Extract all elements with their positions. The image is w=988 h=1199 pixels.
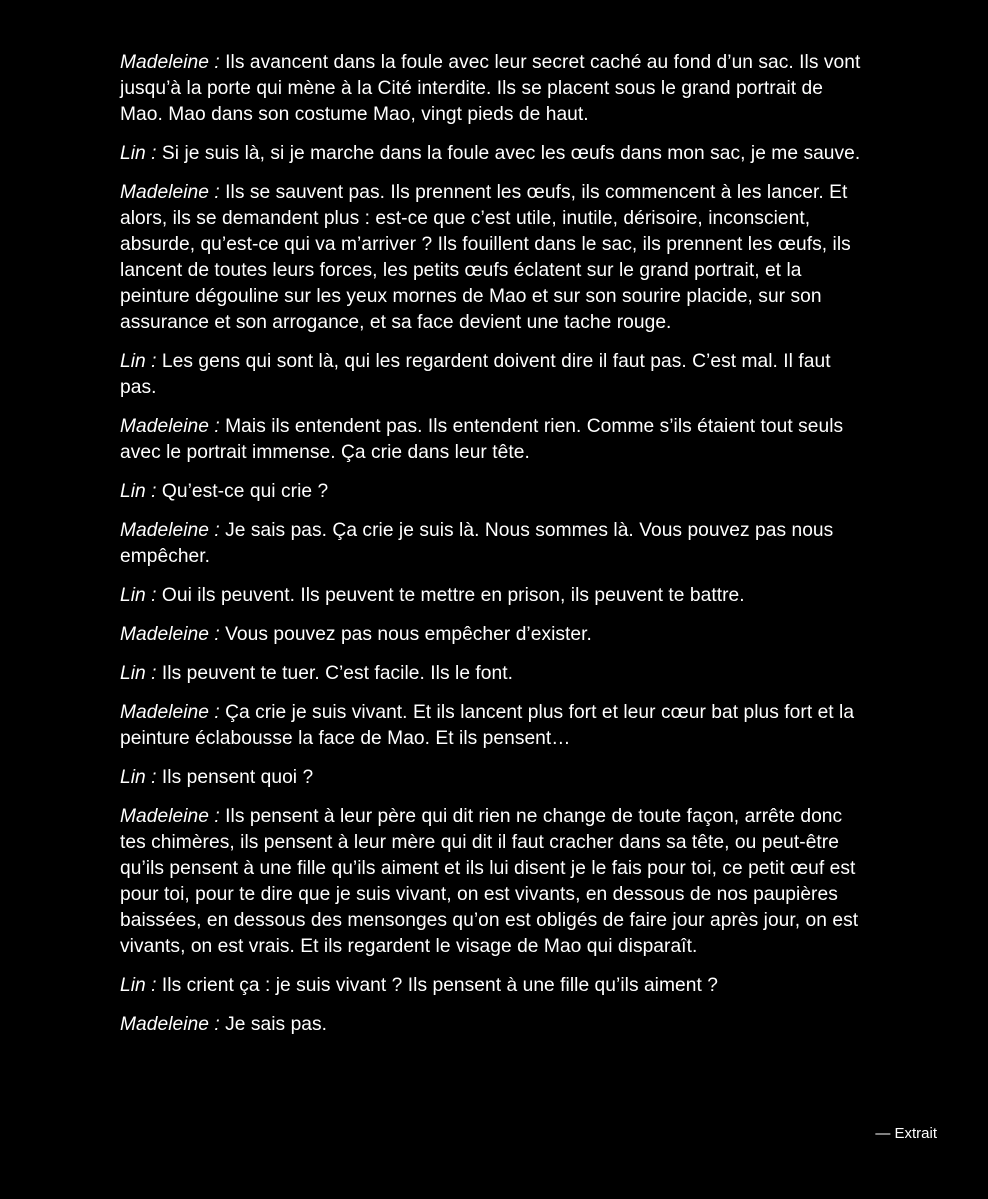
line-text: Ils pensent à leur père qui dit rien ne change de toute façon, arrête donc tes chimères, ils pensent à leur mère qui dit il faut cracher dans sa tête, ou peut-être qu’ils pensent à une fille qu’ils aiment et ils lui disent je le fais pour toi, ce petit œuf est pour toi, pour te dire que je suis vivant, on est vivants, en dessous de nos paupières baissées, en dessous des mensonges qu’on est obligés de faire jour après jour, on est vivants, on est vrais. Et ils regardent le visage de Mao qui disparaît. [120,806,859,957]
line-text: Oui ils peuvent. Ils peuvent te mettre en prison, ils peuvent te battre. [156,585,745,606]
excerpt-label: — Extrait [875,1125,937,1142]
dialogue-line [120,700,865,752]
speaker-name: Lin : [120,351,157,372]
line-text: Si je suis là, si je marche dans la foule avec les œufs dans mon sac, je me sauve. [156,143,861,164]
line-text: Je sais pas. [219,1014,328,1035]
line-text: Ça crie je suis vivant. Et ils lancent plus fort et leur cœur bat plus fort et la peinture éclabousse la face de Mao. Et ils pensent… [120,702,855,749]
line-text: Les gens qui sont là, qui les regardent doivent dire il faut pas. C’est mal. Il faut pas. [120,351,831,398]
speaker-name: Madeleine : [120,624,220,645]
line-text: Qu’est-ce qui crie ? [156,481,329,502]
speaker-name: Madeleine : [120,1014,220,1035]
line-text: Mais ils entendent pas. Ils entendent rien. Comme s’ils étaient tout seuls avec le portrait immense. Ça crie dans leur tête. [120,416,844,463]
dialogue-line [120,661,865,687]
line-text: Ils avancent dans la foule avec leur secret caché au fond d’un sac. Ils vont jusqu’à la porte qui mène à la Cité interdite. Ils se placent sous le grand portrait de Mao. Mao dans son costume Mao, vingt pieds de haut. [120,52,861,125]
speaker-name: Lin : [120,585,157,606]
speaker-name: Madeleine : [120,702,220,723]
dialogue-line [120,141,865,167]
speaker-name: Madeleine : [120,182,220,203]
dialogue-line [120,50,865,128]
dialogue-line [120,1012,865,1038]
dialogue-line [120,804,865,960]
speaker-name: Lin : [120,481,157,502]
speaker-name: Madeleine : [120,52,220,73]
dialogue-excerpt [120,50,865,1051]
line-text: Ils peuvent te tuer. C’est facile. Ils le font. [156,663,514,684]
speaker-name: Lin : [120,975,157,996]
line-text: Je sais pas. Ça crie je suis là. Nous sommes là. Vous pouvez pas nous empêcher. [120,520,834,567]
line-text: Vous pouvez pas nous empêcher d’exister. [219,624,592,645]
speaker-name: Madeleine : [120,416,220,437]
speaker-name: Madeleine : [120,806,220,827]
dialogue-line [120,349,865,401]
speaker-name: Lin : [120,767,157,788]
speaker-name: Madeleine : [120,520,220,541]
speaker-name: Lin : [120,143,157,164]
dialogue-line [120,583,865,609]
dialogue-line [120,622,865,648]
dialogue-line [120,479,865,505]
dialogue-line [120,765,865,791]
line-text: Ils pensent quoi ? [156,767,314,788]
line-text: Ils se sauvent pas. Ils prennent les œufs, ils commencent à les lancer. Et alors, ils se demandent plus : est-ce que c’est utile, inutile, dérisoire, inconscient, absurde, qu’est-ce qui va m’arriver ? Ils fouillent dans le sac, ils prennent les œufs, ils lancent de toutes leurs forces, les petits œufs éclatent sur le grand portrait, et la peinture dégouline sur les yeux mornes de Mao et sur son sourire placide, sur son assurance et son arrogance, et sa face devient une tache rouge. [120,182,851,333]
line-text: Ils crient ça : je suis vivant ? Ils pensent à une fille qu’ils aiment ? [156,975,718,996]
dialogue-line [120,414,865,466]
dialogue-line [120,973,865,999]
dialogue-line [120,180,865,336]
speaker-name: Lin : [120,663,157,684]
dialogue-line [120,518,865,570]
